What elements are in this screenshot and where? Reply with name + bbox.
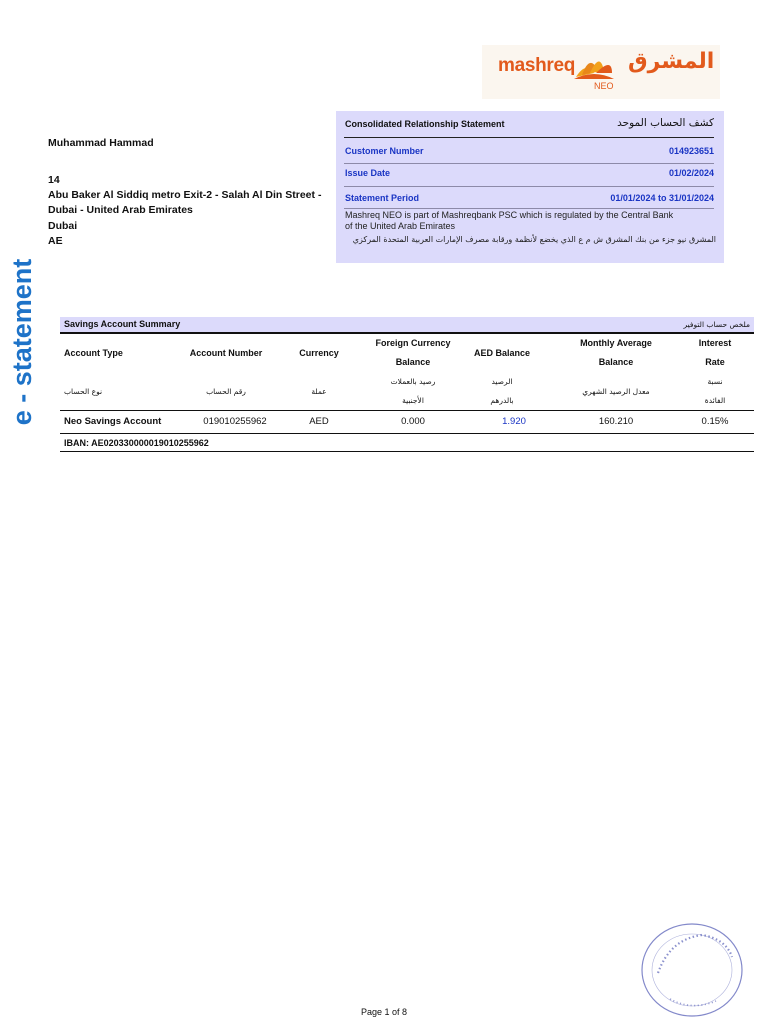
divider: [344, 163, 714, 164]
header-aed-balance-arabic-1: الرصيد: [491, 377, 513, 386]
customer-number-value: 014923651: [668, 146, 714, 156]
issue-date-row: [345, 168, 714, 178]
header-currency-arabic: عملة: [311, 387, 327, 396]
cell-interest-rate: 0.15%: [701, 416, 729, 427]
header-interest-line-2: Rate: [705, 357, 725, 367]
statement-title-arabic: كشف الحساب الموحد: [617, 117, 714, 129]
sunburst-icon: [572, 51, 616, 81]
header-monthly-avg-arabic: معدل الرصيد الشهري: [582, 387, 650, 396]
statement-title-row: [345, 119, 714, 129]
address-line-2: Abu Baker Al Siddiq metro Exit-2 - Salah Al Din Street -: [48, 189, 322, 201]
header-fc-balance-line-1: Foreign Currency: [375, 338, 451, 348]
cell-account-number: 019010255962: [203, 416, 267, 427]
statement-title: Consolidated Relationship Statement: [345, 119, 505, 129]
header-account-number: Account Number: [189, 348, 263, 358]
header-currency: Currency: [299, 348, 339, 358]
logo-arabic-text: المشرق: [628, 49, 715, 74]
page-number: Page 1 of 8: [360, 1007, 408, 1017]
cell-currency: AED: [309, 416, 329, 427]
statement-period-label: Statement Period: [345, 193, 420, 203]
cell-account-type: Neo Savings Account: [64, 416, 162, 427]
header-account-number-arabic: رقم الحساب: [206, 387, 246, 396]
customer-number-row: [345, 146, 714, 156]
header-fc-balance-line-2: Balance: [395, 357, 431, 367]
table-bottom-rule: [60, 451, 754, 452]
header-monthly-avg-line-1: Monthly Average: [580, 338, 652, 348]
header-interest-arabic-1: نسبة: [707, 377, 723, 386]
row-bottom-rule: [60, 433, 754, 434]
summary-header-bar: [60, 317, 754, 332]
e-statement-banner: e - statement: [7, 258, 37, 426]
header-aed-balance: AED Balance: [473, 348, 531, 358]
statement-info-box: [336, 111, 724, 263]
address-line-4: Dubai: [48, 220, 78, 232]
summary-title-arabic: ملخص حساب التوفير: [683, 320, 750, 329]
regulatory-note-line-2: of the United Arab Emirates: [345, 221, 456, 231]
divider: [344, 186, 714, 187]
header-account-type-arabic: نوع الحساب: [64, 387, 103, 396]
address-line-5: AE: [48, 235, 63, 247]
statement-period-value: 01/01/2024 to 31/01/2024: [610, 193, 714, 203]
customer-name: Muhammad Hammad: [48, 137, 154, 149]
cell-aed-balance: 1.920: [502, 416, 526, 427]
header-fc-balance-arabic-1: رصيد بالعملات: [390, 377, 436, 386]
header-account-type: Account Type: [64, 348, 123, 358]
logo-neo-text: NEO: [594, 81, 614, 91]
header-aed-balance-arabic-2: بالدرهم: [490, 396, 514, 405]
cell-fc-balance: 0.000: [401, 416, 425, 427]
cell-monthly-avg: 160.210: [598, 416, 634, 427]
issue-date-label: Issue Date: [345, 168, 391, 178]
regulatory-note-arabic: المشرق نيو جزء من بنك المشرق ش م ع الذي يخضع لأنظمة ورقابة مصرف الإمارات العربية المتحدة المركزي: [352, 235, 716, 244]
logo-latin-text: mashreq: [498, 55, 576, 76]
summary-title: Savings Account Summary: [64, 319, 181, 329]
statement-period-row: [345, 193, 714, 203]
issue-date-value: 01/02/2024: [668, 168, 714, 178]
divider: [344, 137, 714, 138]
mashreq-neo-logo: [482, 45, 720, 99]
divider: [344, 208, 714, 209]
bank-seal-stamp: [640, 921, 744, 1019]
iban-text: IBAN: AE020330000019010255962: [64, 438, 209, 448]
header-bottom-rule: [60, 410, 754, 411]
address-line-3: Dubai - United Arab Emirates: [48, 204, 193, 216]
header-interest-arabic-2: الفائدة: [704, 396, 726, 405]
header-monthly-avg-line-2: Balance: [598, 357, 634, 367]
regulatory-note-line-1: Mashreq NEO is part of Mashreqbank PSC which is regulated by the Central Bank: [345, 210, 674, 220]
customer-number-label: Customer Number: [345, 146, 424, 156]
header-interest-line-1: Interest: [698, 338, 732, 348]
address-line-1: 14: [48, 174, 60, 186]
header-fc-balance-arabic-2: الأجنبية: [402, 396, 424, 405]
